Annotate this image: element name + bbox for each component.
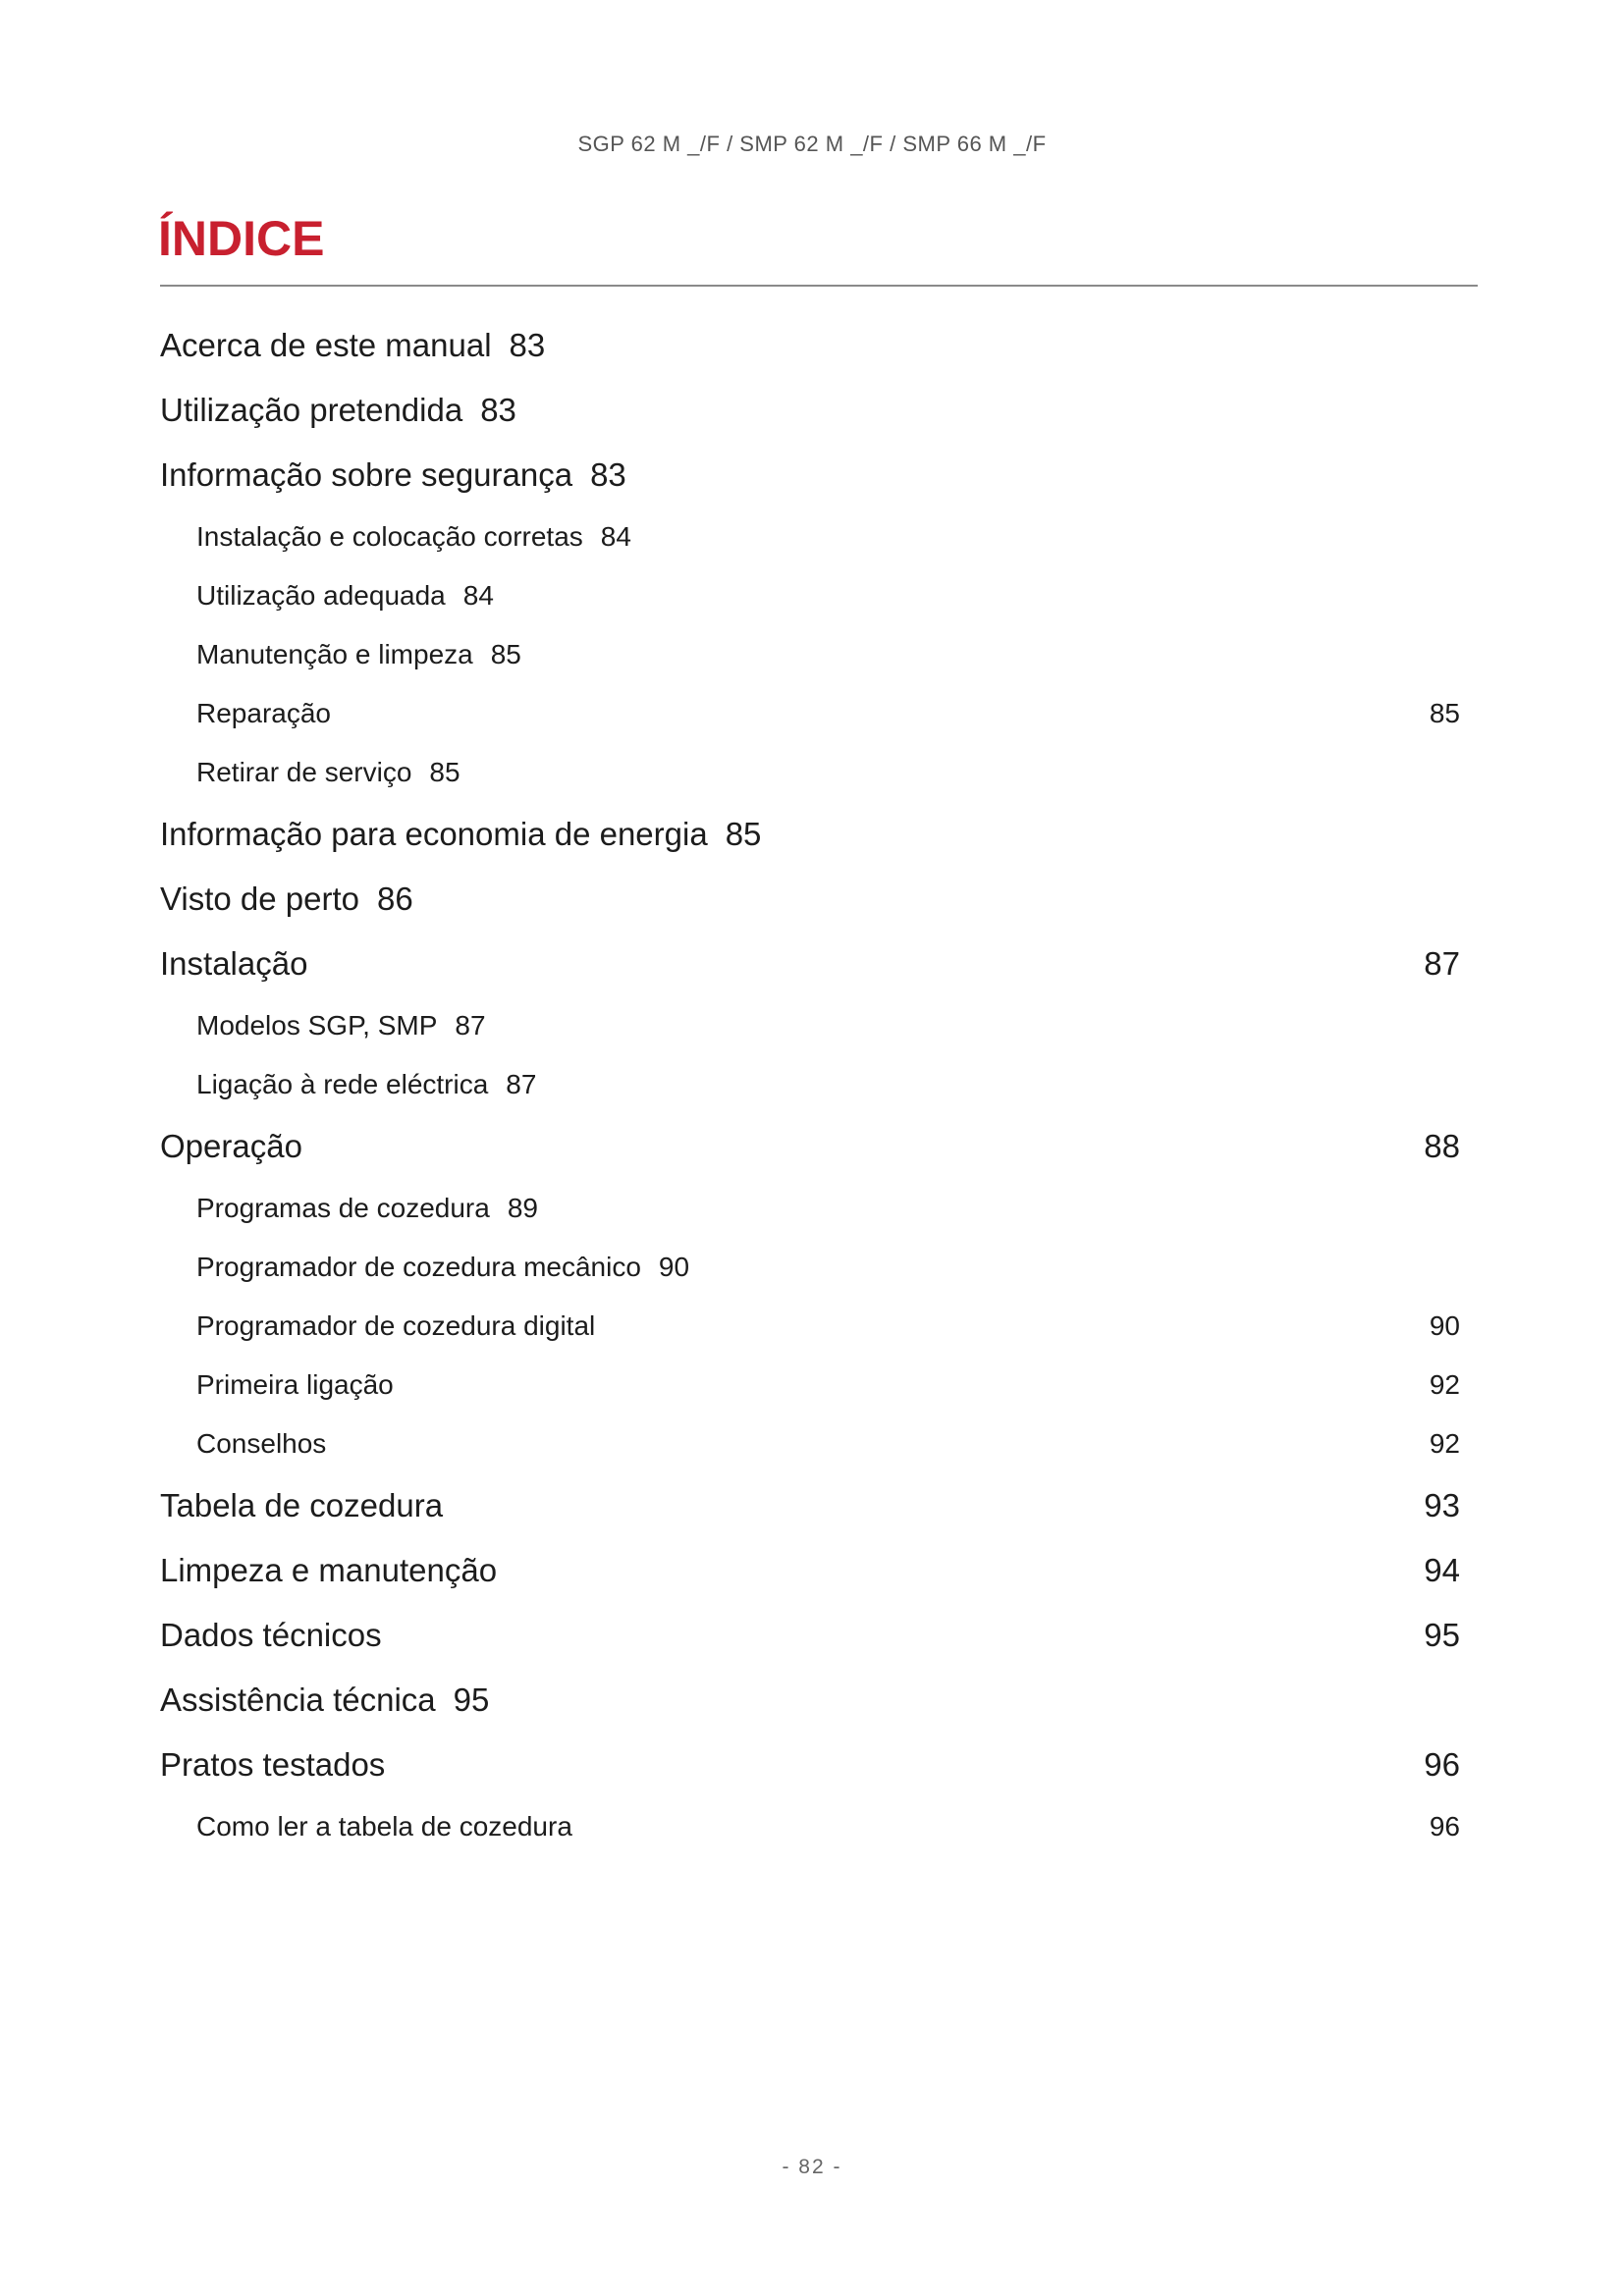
toc-entry-title: Modelos SGP, SMP xyxy=(196,1010,438,1041)
toc-entry-page: 86 xyxy=(377,881,413,917)
toc-entry-title: Manutenção e limpeza xyxy=(196,639,473,669)
toc-entry-title: Dados técnicos xyxy=(160,1617,382,1653)
toc-section xyxy=(0,1538,1624,1603)
toc-section xyxy=(0,932,1624,996)
toc-section xyxy=(0,1603,1624,1668)
toc-entry-page: 85 xyxy=(1429,698,1460,728)
toc-entry-title: Ligação à rede eléctrica xyxy=(196,1069,489,1099)
toc-entry-page: 95 xyxy=(453,1682,490,1718)
toc-entry-page: 87 xyxy=(1424,945,1460,982)
toc-entry-page: 83 xyxy=(480,392,516,428)
toc-subsection xyxy=(0,1055,1624,1114)
toc-entry-title: Pratos testados xyxy=(160,1746,386,1783)
toc-entry-page: 92 xyxy=(1429,1369,1460,1400)
toc-entry-page: 94 xyxy=(1424,1552,1460,1588)
toc-entry-title: Utilização pretendida xyxy=(160,392,463,428)
toc-entry-page: 87 xyxy=(506,1069,537,1099)
toc-entry-title: Limpeza e manutenção xyxy=(160,1552,498,1588)
toc-entry-title: Utilização adequada xyxy=(196,580,446,611)
toc-entry-title: Programas de cozedura xyxy=(196,1193,490,1223)
toc-section xyxy=(0,867,1624,932)
toc-entry-title: Reparação xyxy=(196,698,331,728)
toc-subsection xyxy=(0,1297,1624,1356)
toc-entry-title: Visto de perto xyxy=(160,881,360,917)
toc-entry-page: 96 xyxy=(1424,1746,1460,1783)
toc-entry-title: Conselhos xyxy=(196,1428,327,1459)
toc-entry-page: 85 xyxy=(429,757,460,787)
title-divider xyxy=(160,285,1478,287)
toc-entry-page: 87 xyxy=(455,1010,486,1041)
toc-entry-title: Retirar de serviço xyxy=(196,757,412,787)
toc-section xyxy=(0,1668,1624,1733)
toc-section xyxy=(0,802,1624,867)
toc-entry-title: Instalação xyxy=(160,945,308,982)
toc-entry-title: Programador de cozedura digital xyxy=(196,1310,596,1341)
toc-entry-page: 95 xyxy=(1424,1617,1460,1653)
toc-section xyxy=(0,1473,1624,1538)
toc-section xyxy=(0,443,1624,507)
toc-section xyxy=(0,1733,1624,1797)
toc-entry-title: Programador de cozedura mecânico xyxy=(196,1252,641,1282)
toc-entry-title: Acerca de este manual xyxy=(160,327,492,363)
toc-entry-title: Informação para economia de energia xyxy=(160,816,708,852)
toc-subsection xyxy=(0,996,1624,1055)
toc-entry-title: Como ler a tabela de cozedura xyxy=(196,1811,572,1842)
page-number: - 82 - xyxy=(782,2156,842,2178)
toc-subsection xyxy=(0,1415,1624,1473)
toc-subsection xyxy=(0,1179,1624,1238)
toc-entry-title: Primeira ligação xyxy=(196,1369,394,1400)
toc-entry-page: 90 xyxy=(658,1252,690,1282)
document-header: SGP 62 M _/F / SMP 62 M _/F / SMP 66 M _/F xyxy=(577,132,1047,156)
toc-entry-title: Tabela de cozedura xyxy=(160,1487,444,1523)
toc-subsection xyxy=(0,1238,1624,1297)
toc-entry-page: 85 xyxy=(725,816,762,852)
table-of-contents xyxy=(0,313,1624,1856)
toc-section xyxy=(0,1114,1624,1179)
toc-entry-title: Informação sobre segurança xyxy=(160,456,573,493)
toc-section xyxy=(0,378,1624,443)
toc-entry-page: 92 xyxy=(1429,1428,1460,1459)
toc-section xyxy=(0,313,1624,378)
toc-subsection xyxy=(0,684,1624,743)
toc-entry-page: 96 xyxy=(1429,1811,1460,1842)
toc-subsection xyxy=(0,743,1624,802)
toc-entry-page: 89 xyxy=(507,1193,538,1223)
toc-subsection xyxy=(0,625,1624,684)
toc-entry-title: Instalação e colocação corretas xyxy=(196,521,583,552)
toc-entry-page: 88 xyxy=(1424,1128,1460,1164)
toc-entry-page: 85 xyxy=(490,639,521,669)
toc-entry-title: Operação xyxy=(160,1128,302,1164)
toc-entry-page: 90 xyxy=(1429,1310,1460,1341)
toc-entry-page: 83 xyxy=(509,327,546,363)
toc-entry-page: 83 xyxy=(590,456,626,493)
toc-subsection xyxy=(0,1797,1624,1856)
toc-subsection xyxy=(0,566,1624,625)
toc-entry-page: 84 xyxy=(462,580,494,611)
toc-subsection xyxy=(0,507,1624,566)
page-title: ÍNDICE xyxy=(158,211,325,266)
toc-entry-page: 93 xyxy=(1424,1487,1460,1523)
toc-subsection xyxy=(0,1356,1624,1415)
toc-entry-page: 84 xyxy=(600,521,631,552)
toc-entry-title: Assistência técnica xyxy=(160,1682,436,1718)
